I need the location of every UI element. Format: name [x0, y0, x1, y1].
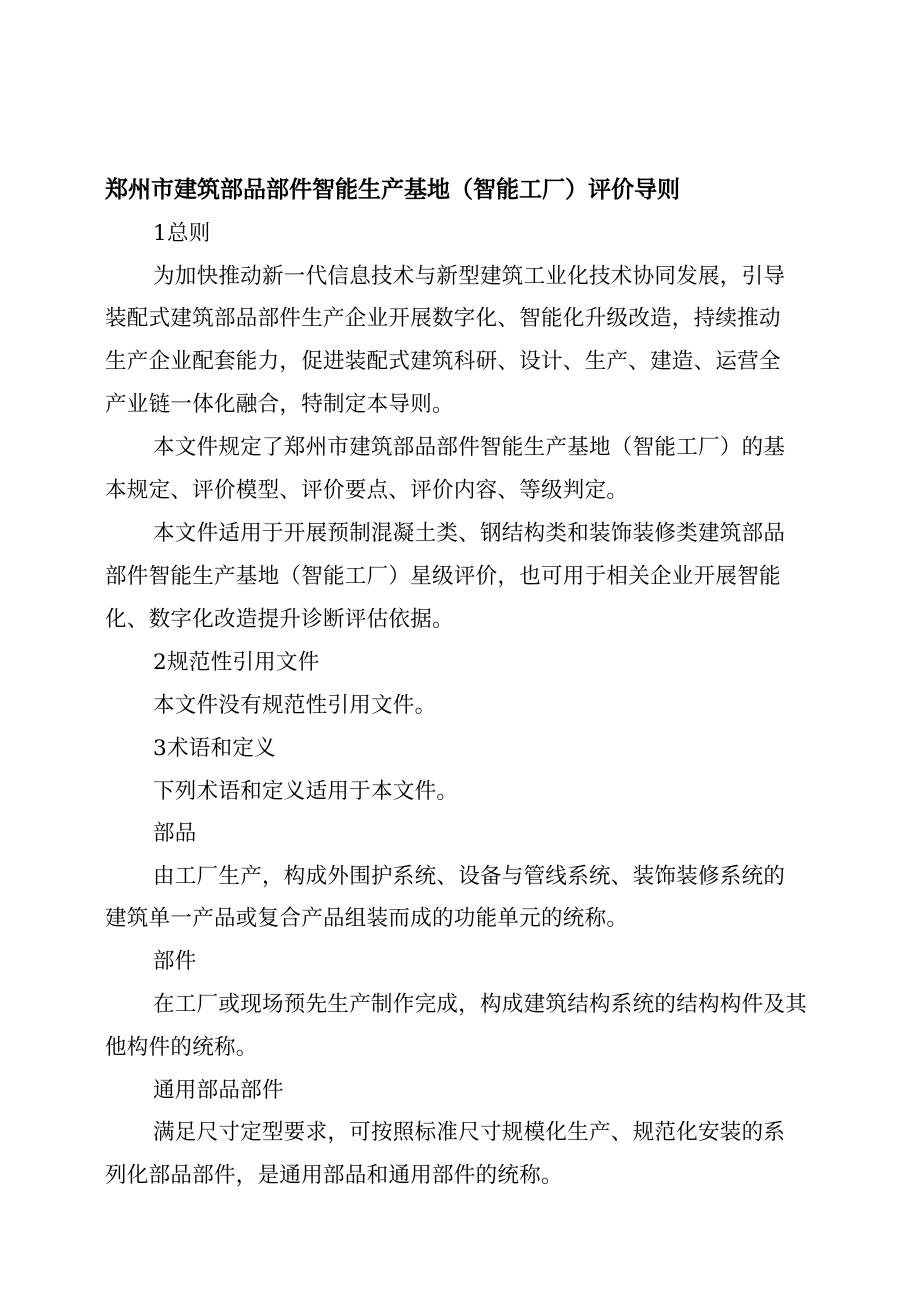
- paragraph-line: 本规定、评价模型、评价要点、评价内容、等级判定。: [105, 478, 629, 503]
- section-heading-references: 2规范性引用文件: [153, 650, 320, 675]
- paragraph-line: 本文件规定了郑州市建筑部品部件智能生产基地（智能工厂）的基: [153, 435, 786, 460]
- paragraph-line: 装配式建筑部品部件生产企业开展数字化、智能化升级改造，持续推动: [105, 306, 781, 331]
- section-heading-terms: 3术语和定义: [153, 736, 276, 761]
- term-heading: 部品: [153, 821, 197, 846]
- paragraph-line: 在工厂或现场预先生产制作完成，构成建筑结构系统的结构构件及其: [153, 992, 808, 1017]
- paragraph-line: 满足尺寸定型要求，可按照标准尺寸规模化生产、规范化安装的系: [153, 1120, 786, 1145]
- paragraph-line: 下列术语和定义适用于本文件。: [153, 779, 459, 804]
- paragraph-line: 由工厂生产，构成外围护系统、设备与管线系统、装饰装修系统的: [153, 864, 786, 889]
- term-heading: 通用部品部件: [153, 1078, 284, 1103]
- term-heading: 部件: [153, 949, 197, 974]
- paragraph-line: 本文件适用于开展预制混凝土类、钢结构类和装饰装修类建筑部品: [153, 521, 786, 546]
- paragraph-line: 部件智能生产基地（智能工厂）星级评价，也可用于相关企业开展智能: [105, 564, 781, 589]
- paragraph-line: 列化部品部件，是通用部品和通用部件的统称。: [105, 1163, 563, 1188]
- paragraph-line: 产业链一体化融合，特制定本导则。: [105, 392, 454, 417]
- paragraph-line: 他构件的统称。: [105, 1035, 258, 1060]
- paragraph-line: 建筑单一产品或复合产品组装而成的功能单元的统称。: [105, 906, 629, 931]
- paragraph-line: 本文件没有规范性引用文件。: [153, 693, 437, 718]
- document-title: 郑州市建筑部品部件智能生产基地（智能工厂）评价导则: [105, 177, 680, 203]
- section-heading-general: 1总则: [153, 221, 211, 246]
- paragraph-line: 生产企业配套能力，促进装配式建筑科研、设计、生产、建造、运营全: [105, 349, 781, 374]
- paragraph-line: 化、数字化改造提升诊断评估依据。: [105, 607, 454, 632]
- paragraph-line: 为加快推动新一代信息技术与新型建筑工业化技术协同发展，引导: [153, 264, 786, 289]
